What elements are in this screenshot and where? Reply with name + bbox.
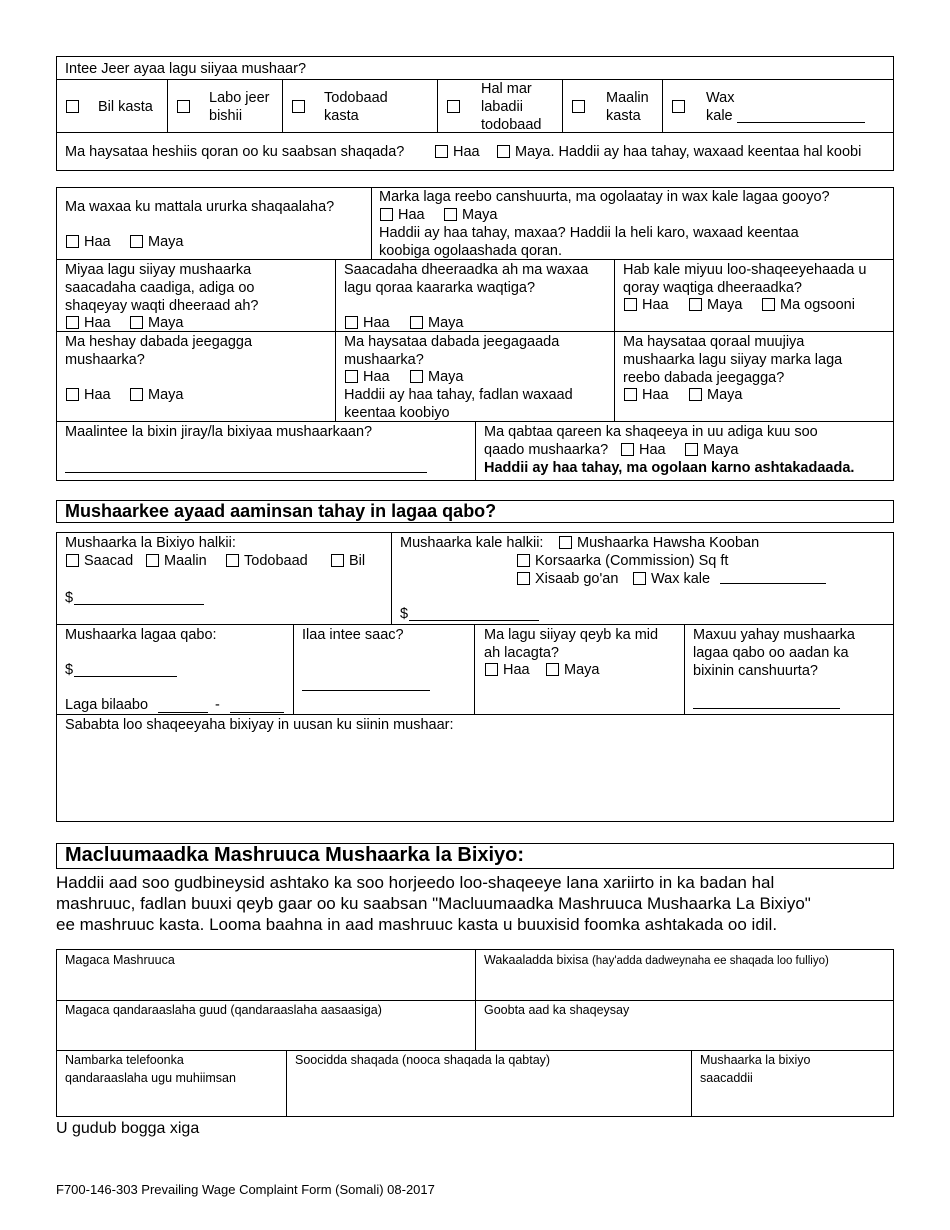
reason-label: Sababta loo shaqeeyaha bixiyay in uusan ku siinin mushaar: bbox=[65, 717, 454, 733]
stubs-received-maya-label: Maya bbox=[148, 387, 184, 403]
wage-section-title: Mushaarkee ayaad aaminsan tahay in lagaa qabo? bbox=[65, 501, 497, 521]
pay-frequency-question: Intee Jeer ayaa lagu siiyaa mushaar? bbox=[65, 61, 307, 77]
fringe-question: Ma lagu siiyay qeyb ka mid ah lacagta? bbox=[484, 627, 659, 661]
timecards-maya[interactable] bbox=[410, 314, 463, 332]
rate-todobaad[interactable] bbox=[226, 552, 308, 570]
attorney-maya[interactable] bbox=[685, 441, 738, 459]
overtime-paid-question: Miyaa lagu siiyay mushaarka saacadaha caadiga, adiga oo shaqeyay waqti dheeraad ah? bbox=[65, 262, 259, 314]
paid-rate-label: Mushaarka la Bixiyo halkii: bbox=[65, 535, 236, 551]
overtime-paid-maya[interactable] bbox=[130, 314, 183, 332]
attorney-question: Ma qabtaa qareen ka shaqeeya in uu adiga kuu soo bbox=[484, 424, 818, 440]
timecards-haa-checkbox[interactable] bbox=[345, 316, 358, 329]
other-record-maya-label: Maya bbox=[707, 297, 743, 313]
attorney-haa-checkbox[interactable] bbox=[621, 443, 634, 456]
deductions-maya[interactable] bbox=[444, 206, 497, 224]
contract-maya[interactable] bbox=[497, 143, 861, 161]
written-record-maya-checkbox[interactable] bbox=[689, 388, 702, 401]
union-maya-checkbox[interactable] bbox=[130, 235, 143, 248]
timecards-maya-label: Maya bbox=[428, 315, 464, 331]
option-todobaad[interactable] bbox=[292, 98, 310, 116]
fringe-maya[interactable] bbox=[546, 661, 599, 679]
stubs-received-question: Ma heshay dabada jeegagga mushaarka? bbox=[65, 334, 253, 368]
attorney-maya-checkbox[interactable] bbox=[685, 443, 698, 456]
labo-jeer-label: Labo jeer bishii bbox=[209, 90, 270, 124]
period-end-line[interactable] bbox=[230, 699, 284, 713]
other-other[interactable] bbox=[633, 570, 710, 588]
overtime-paid-maya-checkbox[interactable] bbox=[130, 316, 143, 329]
option-labo-jeer[interactable] bbox=[177, 98, 195, 116]
other-record-haa-label: Haa bbox=[642, 297, 669, 313]
stubs-received-haa-checkbox[interactable] bbox=[66, 388, 79, 401]
hourly-rate-label: Mushaarka la bixiyo saacaddii bbox=[700, 1053, 811, 1085]
rate-todobaad-checkbox[interactable] bbox=[226, 554, 239, 567]
stubs-received-maya-checkbox[interactable] bbox=[130, 388, 143, 401]
other-record-maya[interactable] bbox=[689, 296, 742, 314]
union-haa-checkbox[interactable] bbox=[66, 235, 79, 248]
project-instructions-3: ee mashruuc kasta. Looma baahna in aad mashruuc kasta u buuxisid foomka ashtakada oo idil. bbox=[56, 915, 778, 934]
owed-amount-line[interactable] bbox=[74, 663, 177, 677]
stubs-kept-haa[interactable] bbox=[345, 368, 390, 386]
rate-maalin[interactable] bbox=[146, 552, 207, 570]
overtime-paid-haa[interactable] bbox=[66, 314, 111, 332]
other-piece-checkbox[interactable] bbox=[559, 536, 572, 549]
attorney-note: Haddii ay haa tahay, ma ogolaan karno ashtakadaada. bbox=[484, 460, 855, 476]
owed-dollar: $ bbox=[65, 662, 74, 678]
contract-haa[interactable] bbox=[435, 143, 480, 161]
option-wax-kale[interactable] bbox=[672, 98, 690, 116]
other-rate-amount-line[interactable] bbox=[409, 607, 539, 621]
stubs-kept-haa-label: Haa bbox=[363, 369, 390, 385]
contract-haa-checkbox[interactable] bbox=[435, 145, 448, 158]
option-bil-kasta[interactable] bbox=[66, 98, 84, 116]
option-maalin[interactable] bbox=[572, 98, 590, 116]
prime-phone-label: Nambarka telefoonka qandaraaslaha ugu muhiimsan bbox=[65, 1053, 236, 1085]
stubs-kept-note: Haddii ay haa tahay, fadlan waxaad keentaa koobiyo bbox=[344, 387, 573, 421]
awarding-agency-text: Wakaaladda bixisa bbox=[484, 953, 589, 967]
other-piece-label: Mushaarka Hawsha Kooban bbox=[577, 535, 760, 551]
written-record-question: Ma haysataa qoraal muujiya mushaarka lagu siiyay marka laga reebo dabada jeegagga? bbox=[623, 334, 843, 386]
stubs-received-haa[interactable] bbox=[66, 386, 111, 404]
rate-maalin-checkbox[interactable] bbox=[146, 554, 159, 567]
rate-saacad[interactable] bbox=[66, 552, 133, 570]
wax-kale-label: Wax kale bbox=[706, 90, 735, 124]
written-record-maya[interactable] bbox=[689, 386, 742, 404]
contract-maya-label: Maya. Haddii ay haa tahay, waxaad keentaa hal koobi bbox=[515, 144, 862, 160]
contract-maya-checkbox[interactable] bbox=[497, 145, 510, 158]
fringe-haa-label: Haa bbox=[503, 662, 530, 678]
other-fixed-checkbox[interactable] bbox=[517, 572, 530, 585]
deductions-maya-checkbox[interactable] bbox=[444, 208, 457, 221]
gross-line[interactable] bbox=[693, 695, 840, 709]
deductions-note-2: koobiga ogolaashada qoran. bbox=[379, 243, 563, 259]
other-piece[interactable] bbox=[559, 534, 759, 552]
written-record-haa-checkbox[interactable] bbox=[624, 388, 637, 401]
period-dash: - bbox=[215, 697, 220, 713]
other-fixed-label: Xisaab go'an bbox=[535, 571, 619, 587]
deductions-haa-checkbox[interactable] bbox=[380, 208, 393, 221]
other-record-maya-checkbox[interactable] bbox=[689, 298, 702, 311]
hal-mar-label: Hal mar labadii todobaad bbox=[481, 81, 542, 133]
timecards-maya-checkbox[interactable] bbox=[410, 316, 423, 329]
hours-label: Ilaa intee saac? bbox=[302, 627, 404, 643]
stubs-kept-maya-label: Maya bbox=[428, 369, 464, 385]
other-record-unknown-checkbox[interactable] bbox=[762, 298, 775, 311]
deductions-haa[interactable] bbox=[380, 206, 425, 224]
contract-haa-label: Haa bbox=[453, 144, 480, 160]
attorney-question-2: qaado mushaarka? bbox=[484, 442, 609, 458]
other-rate-label: Mushaarka kale halkii: bbox=[400, 535, 544, 551]
other-other-checkbox[interactable] bbox=[633, 572, 646, 585]
other-rate-dollar: $ bbox=[400, 606, 409, 622]
timecards-question: Saacadaha dheeraadka ah ma waxaa lagu qoraa kaararka waqtiga? bbox=[344, 262, 589, 296]
work-location-label: Goobta aad ka shaqeysay bbox=[484, 1003, 630, 1017]
other-record-haa[interactable] bbox=[624, 296, 669, 314]
other-record-unknown-label: Ma ogsooni bbox=[780, 297, 855, 313]
attorney-maya-label: Maya bbox=[703, 442, 739, 458]
deductions-question: Marka laga reebo canshuurta, ma ogolaatay in wax kale lagaa gooyo? bbox=[379, 189, 830, 205]
other-other-label: Wax kale bbox=[651, 571, 711, 587]
union-maya[interactable] bbox=[130, 233, 183, 251]
todobaad-checkbox[interactable] bbox=[292, 100, 305, 113]
stubs-kept-maya[interactable] bbox=[410, 368, 463, 386]
continue-note: U gudub bogga xiga bbox=[56, 1120, 200, 1137]
other-record-haa-checkbox[interactable] bbox=[624, 298, 637, 311]
other-commission-checkbox[interactable] bbox=[517, 554, 530, 567]
awarding-agency-note: (hay'adda dadweynaha ee shaqada loo fulliyo) bbox=[591, 955, 829, 967]
wax-kale-checkbox[interactable] bbox=[672, 100, 685, 113]
contract-question: Ma haysataa heshiis qoran oo ku saabsan shaqada? bbox=[65, 144, 405, 160]
other-commission[interactable] bbox=[517, 552, 728, 570]
timecards-haa-label: Haa bbox=[363, 315, 390, 331]
other-record-unknown[interactable] bbox=[762, 296, 855, 314]
project-section-title: Macluumaadka Mashruuca Mushaarka la Bixiyo: bbox=[65, 844, 525, 866]
other-fixed[interactable] bbox=[517, 570, 618, 588]
timecards-haa[interactable] bbox=[345, 314, 390, 332]
bil-kasta-label: Bil kasta bbox=[98, 99, 153, 115]
overtime-paid-haa-label: Haa bbox=[84, 315, 111, 331]
project-instructions-2: mashruuc, fadlan buuxi qeyb gaar oo ku saabsan "Macluumaadka Mashruuca Mushaarka La Bixiyo" bbox=[56, 894, 811, 913]
hal-mar-checkbox[interactable] bbox=[447, 100, 460, 113]
stubs-received-haa-label: Haa bbox=[84, 387, 111, 403]
maalin-label: Maalin kasta bbox=[606, 90, 649, 124]
rate-bil[interactable] bbox=[331, 552, 365, 570]
todobaad-label: Todobaad kasta bbox=[324, 90, 388, 124]
payday-question: Maalintee la bixin jiray/la bixiyaa mushaarkaan? bbox=[65, 424, 373, 440]
period-start-line[interactable] bbox=[158, 699, 208, 713]
payday-line[interactable] bbox=[65, 459, 427, 473]
owed-label: Mushaarka lagaa qabo: bbox=[65, 627, 217, 643]
attorney-haa[interactable] bbox=[621, 441, 666, 459]
stubs-kept-maya-checkbox[interactable] bbox=[410, 370, 423, 383]
deductions-haa-label: Haa bbox=[398, 207, 425, 223]
paid-rate-dollar: $ bbox=[65, 590, 74, 606]
wax-kale-line[interactable] bbox=[737, 109, 865, 123]
paid-rate-amount-line[interactable] bbox=[74, 591, 204, 605]
union-haa-label: Haa bbox=[84, 234, 111, 250]
project-name-label: Magaca Mashruuca bbox=[65, 953, 175, 967]
union-haa[interactable] bbox=[66, 233, 111, 251]
rate-todobaad-label: Todobaad bbox=[244, 553, 308, 569]
written-record-haa[interactable] bbox=[624, 386, 669, 404]
labo-jeer-checkbox[interactable] bbox=[177, 100, 190, 113]
trade-label: Soocidda shaqada (nooca shaqada la qabtay) bbox=[295, 1053, 551, 1067]
other-commission-label: Korsaarka (Commission) Sq ft bbox=[535, 553, 729, 569]
rate-bil-checkbox[interactable] bbox=[331, 554, 344, 567]
other-record-question: Hab kale miyuu loo-shaqeeyehaada u qoray waqtiga dheeraadka? bbox=[623, 262, 867, 296]
hours-line[interactable] bbox=[302, 677, 430, 691]
rate-bil-label: Bil bbox=[349, 553, 366, 569]
bil-kasta-checkbox[interactable] bbox=[66, 100, 79, 113]
overtime-paid-maya-label: Maya bbox=[148, 315, 184, 331]
option-hal-mar[interactable] bbox=[447, 98, 465, 116]
maalin-checkbox[interactable] bbox=[572, 100, 585, 113]
written-record-haa-label: Haa bbox=[642, 387, 669, 403]
rate-maalin-label: Maalin bbox=[164, 553, 207, 569]
fringe-haa-checkbox[interactable] bbox=[485, 663, 498, 676]
stubs-kept-haa-checkbox[interactable] bbox=[345, 370, 358, 383]
written-record-maya-label: Maya bbox=[707, 387, 743, 403]
fringe-maya-label: Maya bbox=[564, 662, 600, 678]
other-other-line[interactable] bbox=[720, 570, 826, 584]
rate-saacad-checkbox[interactable] bbox=[66, 554, 79, 567]
prime-contractor-label: Magaca qandaraaslaha guud (qandaraaslaha aasaasiga) bbox=[65, 1003, 382, 1017]
stubs-kept-question: Ma haysataa dabada jeegagaada mushaarka? bbox=[344, 334, 560, 368]
period-label: Laga bilaabo bbox=[65, 697, 149, 713]
awarding-agency-label bbox=[484, 951, 829, 970]
deductions-note-1: Haddii ay haa tahay, maxaa? Haddii la heli karo, waxaad keentaa bbox=[379, 225, 799, 241]
overtime-paid-haa-checkbox[interactable] bbox=[66, 316, 79, 329]
rate-saacad-label: Saacad bbox=[84, 553, 134, 569]
attorney-haa-label: Haa bbox=[639, 442, 666, 458]
union-question: Ma waxaa ku mattala ururka shaqaalaha? bbox=[65, 199, 335, 215]
stubs-received-maya[interactable] bbox=[130, 386, 183, 404]
fringe-haa[interactable] bbox=[485, 661, 530, 679]
project-instructions-1: Haddii aad soo gudbineysid ashtako ka soo horjeedo loo-shaqeeye lana xariirto in ka badan hal bbox=[56, 873, 775, 892]
gross-question: Maxuu yahay mushaarka lagaa qabo oo aadan ka bixinin canshuurta? bbox=[693, 627, 855, 679]
union-maya-label: Maya bbox=[148, 234, 184, 250]
fringe-maya-checkbox[interactable] bbox=[546, 663, 559, 676]
deductions-maya-label: Maya bbox=[462, 207, 498, 223]
form-id: F700-146-303 Prevailing Wage Complaint Form (Somali) 08-2017 bbox=[56, 1182, 435, 1197]
